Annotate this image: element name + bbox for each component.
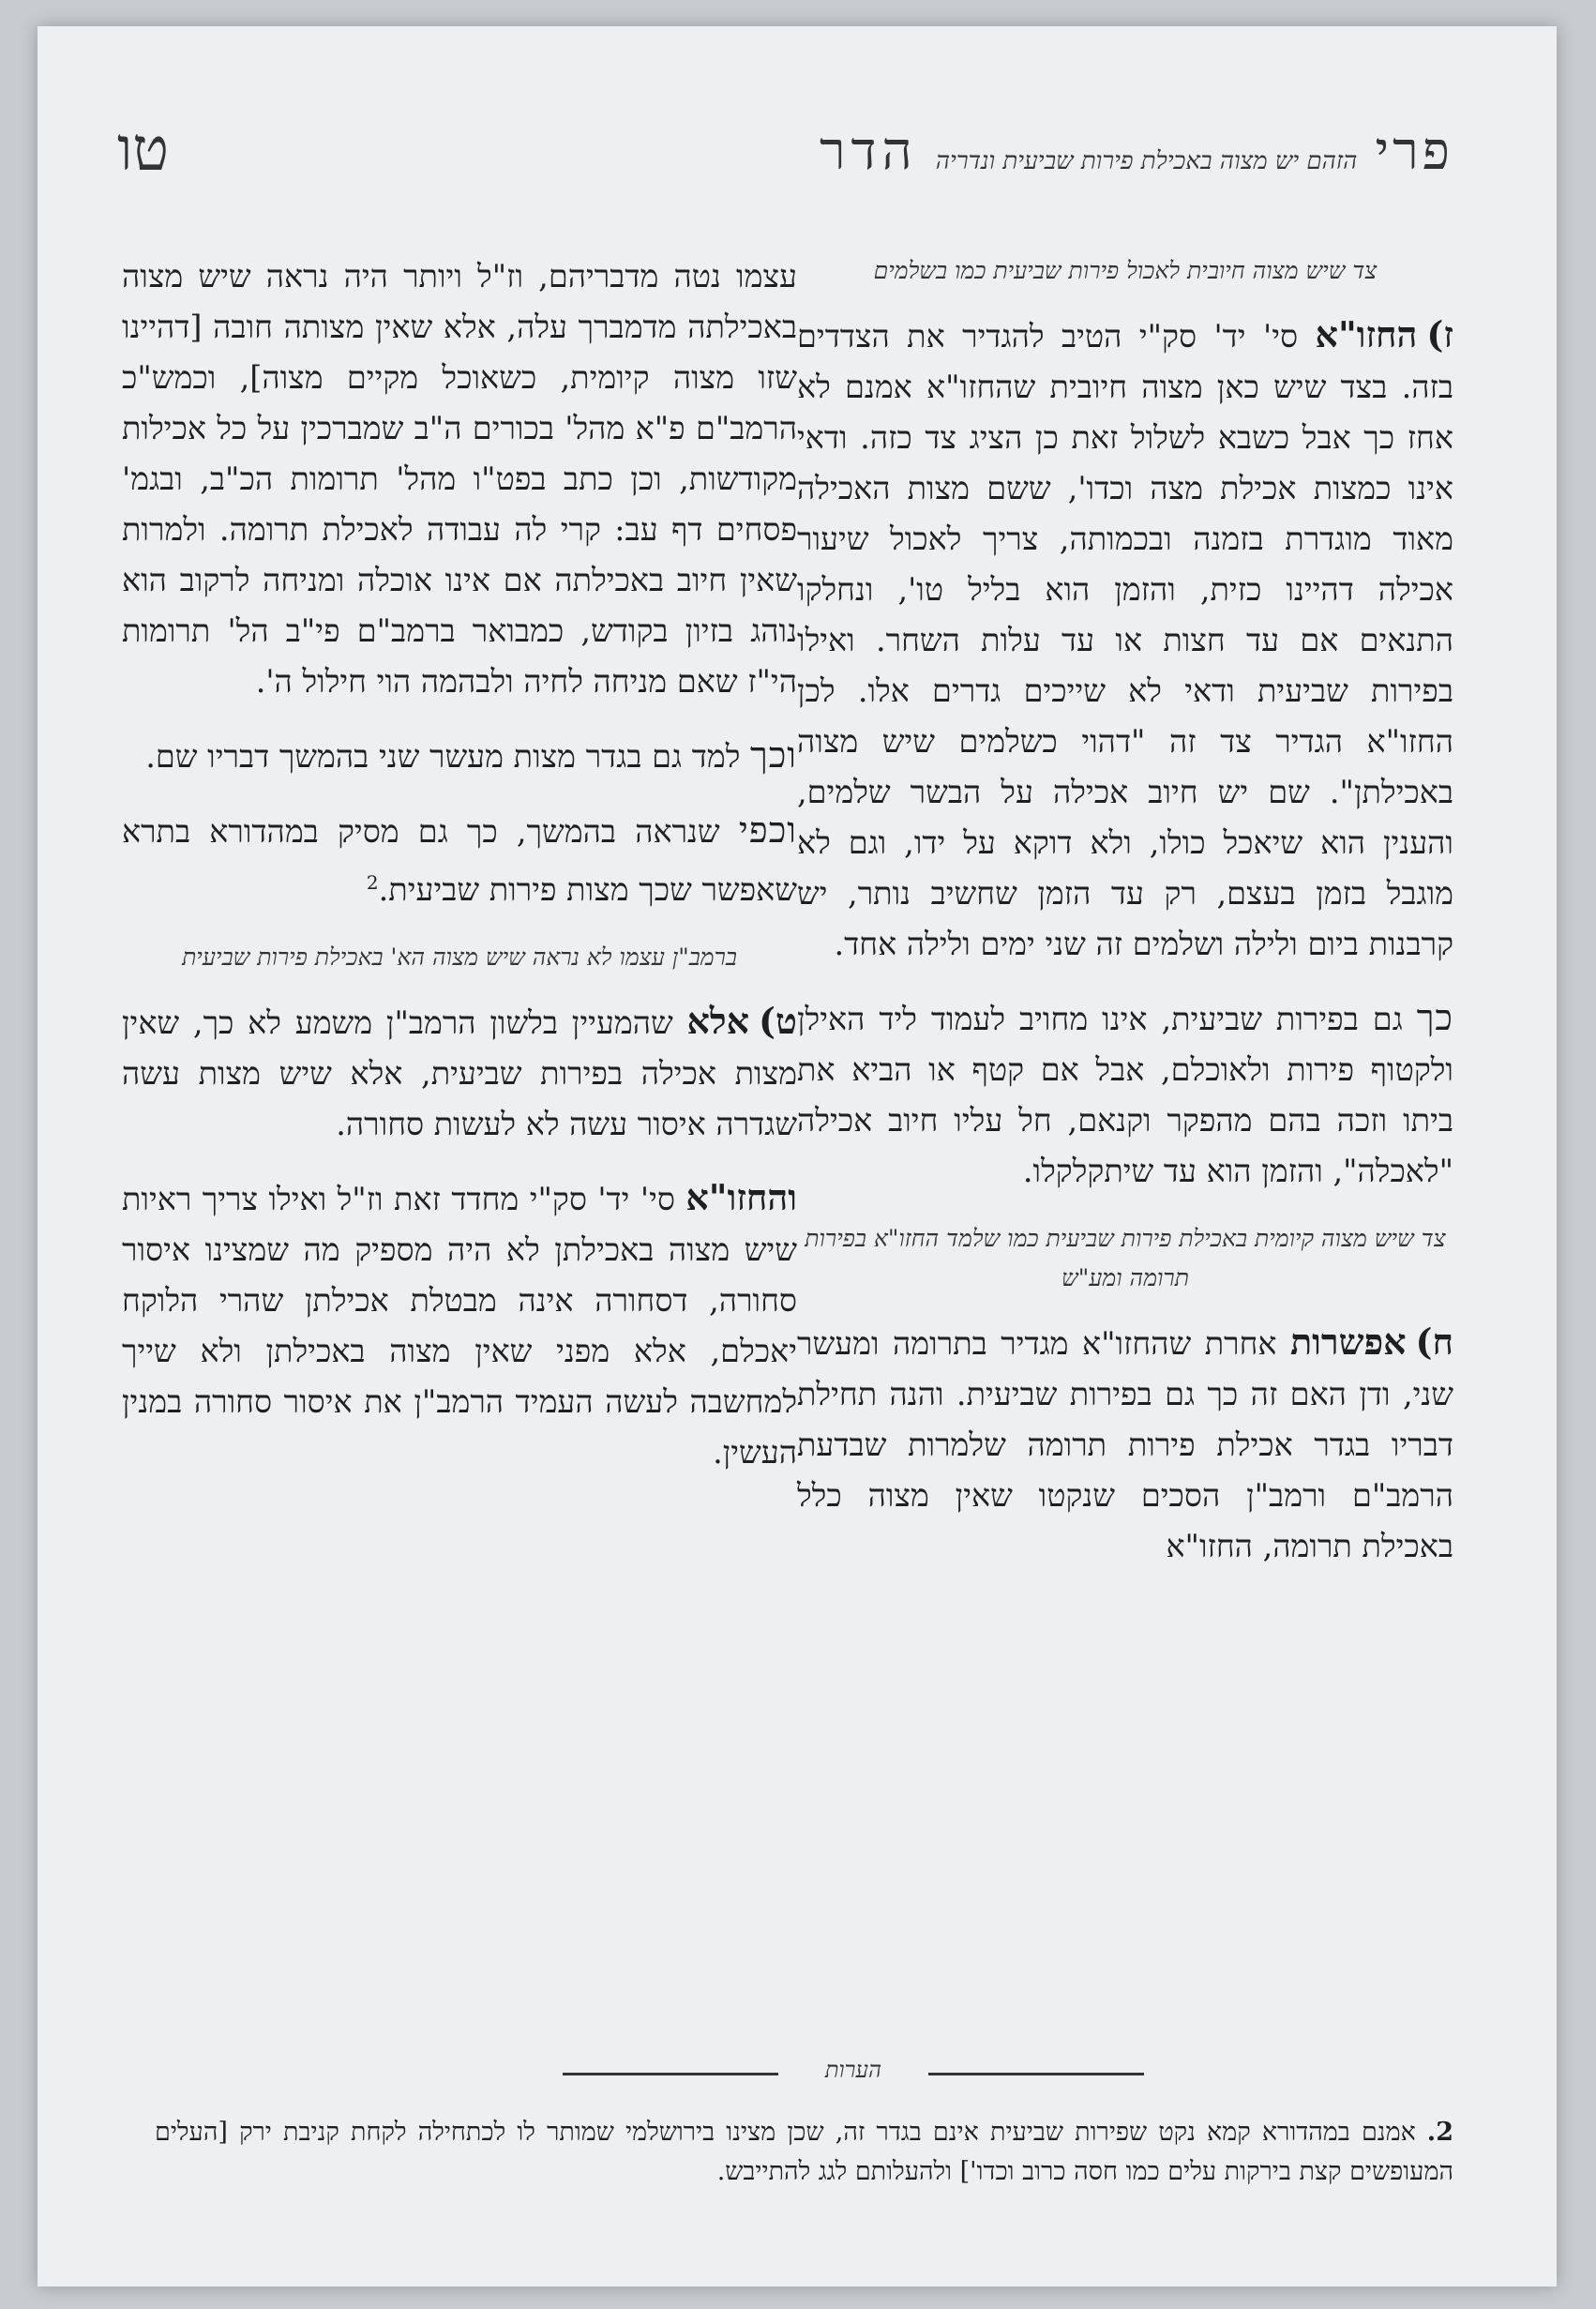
paragraph-ukfi <box>122 805 797 915</box>
paragraph-text: סי' יד' סק"י מחדד זאת וז"ל ואילו צריך ראיות שיש מצוה באכילתן לא היה מספיק מה שמצינו איסור סחורה, דסחורה אינה מבטלת אכילתן שהרי הלוקח יאכלם, אלא מפני שאין מצוה באכילתן ולא שייך למחשבה לעשה העמיד הרמב"ן את איסור סחורה במנין העשין. <box>122 1181 798 1471</box>
section-heading: ברמב"ן עצמו לא נראה שיש מצוה הא' באכילת פירות שביעית <box>182 943 737 972</box>
running-title <box>820 121 1453 182</box>
paragraph-text: למד גם בגדר מצות מעשר שני בהמשך דבריו שם. <box>145 738 741 775</box>
paragraph-number: ח) <box>1415 1321 1454 1363</box>
paragraph-7 <box>797 309 1453 970</box>
divider-label: הערות <box>824 2057 882 2083</box>
divider-line-right <box>928 2073 1144 2075</box>
lead-word: כך <box>1416 997 1453 1038</box>
paragraph-continuation: עצמו נטה מדבריהם, וז"ל ויותר היה נראה שיש מצוה באכילתה מדמברך עלה, אלא שאין מצותה חובה [דהיינו שזו מצוה קיומית, כשאוכל מקיים מצוה], וכמש"כ הרמב"ם פ"א מהל' בכורים ה"ב שמברכין על כל אכילות מקודשות, וכן כתב בפט"ו מהל' תרומות הכ"ב, ובגמ' פסחים דף עב: קרי לה עבודה לאכילת תרומה. ולמרות שאין חיוב באכילתה אם אינו אוכלה ומניחה לרקוב הוא נוהג בזיון בקודש, כמבואר ברמב"ם פי"ב הל' תרומות הי"ז שאם מניחה לחיה ולבהמה הוי חילול ה'. <box>122 258 797 700</box>
footnote-text: אמנם במהדורא קמא נקט שפירות שביעית אינם בגדר זה, שכן מצינו בירושלמי שמותר לו לכתחילה לקחת קניבת ירק [העלים המעופשים קצת בירקות עלים כמו חסה כרוב וכדו'] ולהעלותם לגג להתייבש. <box>155 2118 1453 2186</box>
paragraph-text: שהמעיין בלשון הרמב"ן משמע לא כך, שאין מצות אכילה בפירות שביעית, אלא שיש מצות עשה שגדרה איסור עשה לא לעשות סחורה. <box>122 1004 797 1143</box>
page-header <box>38 115 1557 200</box>
paragraph-vechach <box>122 730 797 782</box>
lead-word: והחזו"א <box>685 1176 797 1219</box>
lead-word: וכך <box>750 734 797 776</box>
book-page <box>38 26 1557 2286</box>
paragraph-number: ט) <box>759 1000 797 1043</box>
paragraph-hachazo <box>122 1172 797 1478</box>
running-title-word-2: הדר <box>820 121 918 182</box>
section-heading: צד שיש מצוה קיומית באכילת פירות שביעית כמו שלמד החזו"א בפירות תרומה ומע"ש <box>805 1225 1446 1291</box>
running-title-word-1: פרי <box>1375 121 1453 182</box>
paragraph-kach <box>797 992 1453 1197</box>
paragraph-9 <box>122 996 797 1150</box>
paragraph-text: גם בפירות שביעית, אינו מחויב לעמוד ליד האילן ולקטוף פירות ולאוכלם, אבל אם קטף או הביא את ביתו וזכה בהם מהפקר וקנאם, חל עליו חיוב אכילה "לאכלה", והזמן הוא עד שיתקלקלו. <box>797 1001 1453 1189</box>
lead-word: החזו"א <box>1315 313 1418 355</box>
page-number: טו <box>117 115 170 185</box>
lead-word: וכפי <box>738 809 797 851</box>
lead-word: אלא <box>686 1000 750 1043</box>
paragraph-text: סי' יד' סק"י הטיב להגדיר את הצדדים בזה. בצד שיש כאן מצוה חיובית שהחזו"א אמנם לא אחז כך אבל כשבא לשלול זאת כן הציג צד כזה. ודאי אינו כמצות אכילת מצה וכדו', ששם מצות האכילה מאוד מוגדרת בזמנה ובכמותה, צריך לאכול שיעור אכילה דהיינו כזית, והזמן הוא בליל טו', ונחלקו התנאים אם עד חצות או עד עלות השחר. ואילו בפירות שביעית ודאי לא שייכים גדרים אלו. לכן החזו"א הגדיר צד זה "דהוי כשלמים שיש מצוה באכילתן". שם יש חיוב אכילה על הבשר שלמים, והענין הוא שיאכל כולו, ולא דוקא על ידו, וגם לא מוגבל בזמן בעצם, רק עד הזמן שחשיב נותר, יש קרבנות ביום ולילה ושלמים זה שני ימים ולילה אחד. <box>797 318 1453 962</box>
footnote-reference[interactable]: 2 <box>366 871 379 894</box>
paragraph-text: שנראה בהמשך, כך גם מסיק במהדורא בתרא שאפשר שכך מצות פירות שביעית. <box>122 813 797 909</box>
paragraph-text: אחרת שהחזו"א מגדיר בתרומה ומעשר שני, ודן האם זה כך גם בפירות שביעית. והנה תחילת דבריו בגדר אכילת פירות תרומה שלמרות שבדעת הרמב"ם ורמב"ן הסכים שנקטו שאין מצוה כלל באכילת תרומה, החזו"א <box>797 1325 1453 1564</box>
running-title-subtitle: הזהם יש מצוה באכילת פירות שביעית ונדריה <box>935 147 1358 175</box>
paragraph-8 <box>797 1317 1453 1572</box>
lead-word: אפשרות <box>1290 1321 1407 1363</box>
footnote-number: 2. <box>1426 2118 1453 2147</box>
section-heading: צד שיש מצוה חיובית לאכול פירות שביעית כמו בשלמים <box>873 257 1378 284</box>
paragraph-number: ז) <box>1426 313 1453 355</box>
right-column <box>797 251 1453 1594</box>
footnote <box>155 2113 1453 2192</box>
footnotes-divider <box>563 2057 1144 2090</box>
left-column <box>122 251 797 1501</box>
